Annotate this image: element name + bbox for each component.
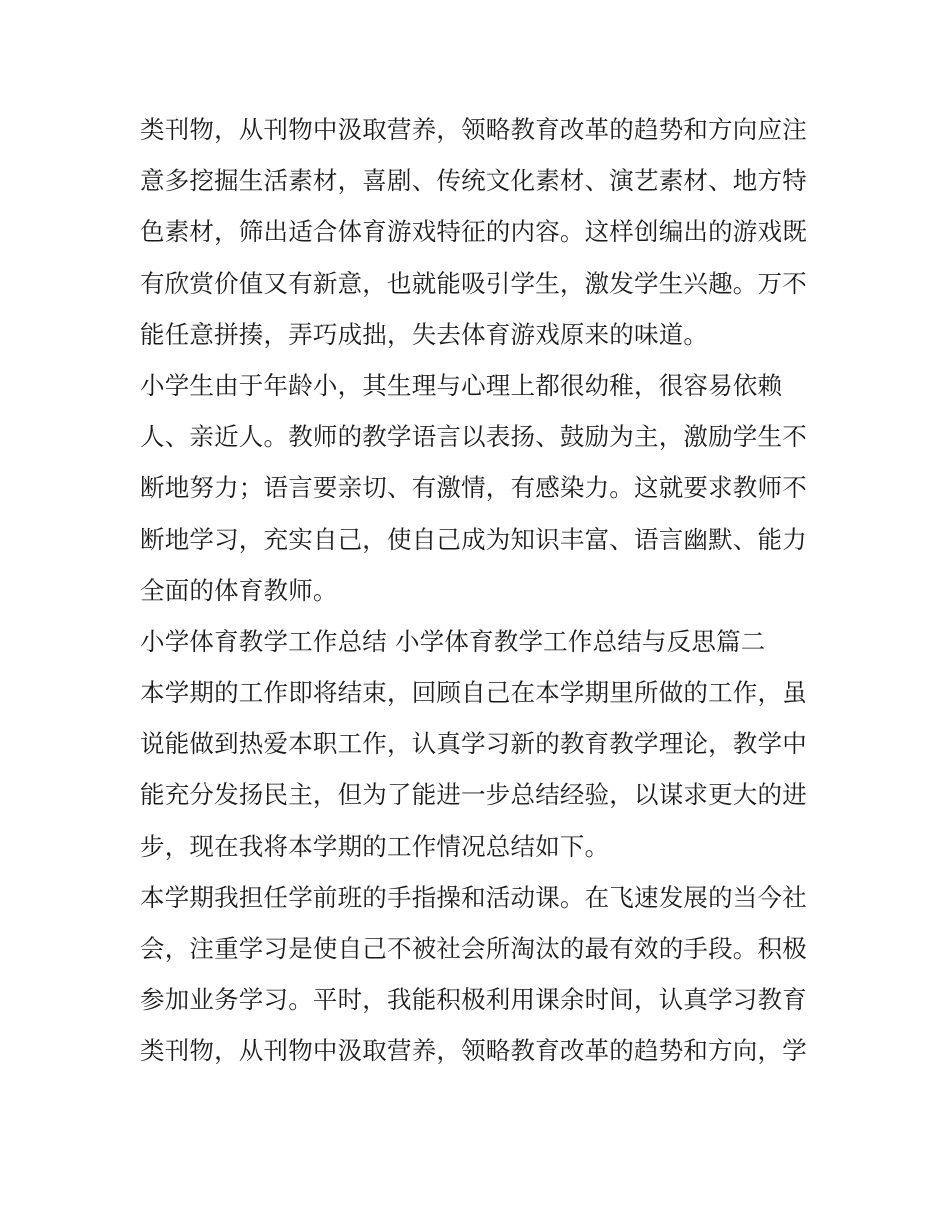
text-line: 说能做到热爱本职工作，认真学习新的教育教学理论，教学中 [140, 729, 807, 759]
text-line: 小学生由于年龄小，其生理与心理上都很幼稚，很容易依赖 [140, 370, 783, 400]
text-line: 类刊物，从刊物中汲取营养，领略教育改革的趋势和方向，学 [140, 1036, 807, 1066]
text-line: 断地学习，充实自己，使自己成为知识丰富、语言幽默、能力 [140, 524, 807, 554]
section-heading: 小学体育教学工作总结 小学体育教学工作总结与反思篇二 [140, 626, 766, 656]
text-line: 全面的体育教师。 [140, 575, 338, 605]
text-line: 断地努力；语言要亲切、有激情，有感染力。这就要求教师不 [140, 473, 807, 503]
text-line: 意多挖掘生活素材，喜剧、传统文化素材、演艺素材、地方特 [140, 166, 807, 196]
text-line: 能充分发扬民主，但为了能进一步总结经验，以谋求更大的进 [140, 780, 807, 810]
text-line: 参加业务学习。平时，我能积极利用课余时间，认真学习教育 [140, 985, 807, 1015]
text-line: 本学期我担任学前班的手指操和活动课。在飞速发展的当今社 [140, 882, 807, 912]
text-line: 本学期的工作即将结束，回顾自己在本学期里所做的工作，虽 [140, 678, 807, 708]
text-line: 有欣赏价值又有新意，也就能吸引学生，激发学生兴趣。万不 [140, 268, 807, 298]
text-line: 能任意拼揍，弄巧成拙，失去体育游戏原来的味道。 [140, 319, 709, 349]
document-body [140, 104, 820, 1077]
text-line: 会，注重学习是使自己不被社会所淘汰的最有效的手段。积极 [140, 934, 807, 963]
text-line: 人、亲近人。教师的教学语言以表扬、鼓励为主，激励学生不 [140, 422, 807, 452]
text-line: 类刊物，从刊物中汲取营养，领略教育改革的趋势和方向应注 [140, 115, 807, 144]
text-line: 步，现在我将本学期的工作情况总结如下。 [140, 831, 610, 861]
text-line: 色素材，筛出适合体育游戏特征的内容。这样创编出的游戏既 [140, 217, 807, 247]
